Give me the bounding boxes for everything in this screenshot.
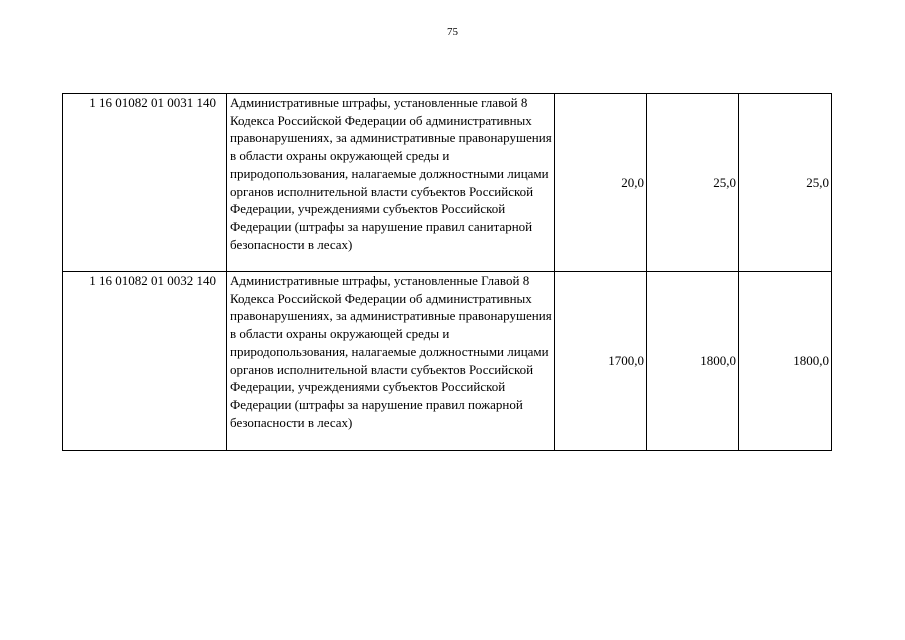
revenue-description: Административные штрафы, установленные главой 8 Кодекса Российской Федерации об административных правонарушениях, за административные правонарушения в области охраны окружающей среды и природопользования, налагаемые должностными лицами органов исполнительной власти субъектов Российской Федерации, учреждениями субъектов Российской Федерации (штрафы за нарушение правил санитарной безопасности в лесах) <box>227 94 555 272</box>
page-number: 75 <box>447 26 458 38</box>
table-row <box>63 272 832 451</box>
table-row <box>63 94 832 272</box>
amount-year-3: 25,0 <box>739 94 832 272</box>
revenue-description: Административные штрафы, установленные Главой 8 Кодекса Российской Федерации об административных правонарушениях, за административные правонарушения в области охраны окружающей среды и природопользования, налагаемые должностными лицами органов исполнительной власти субъектов Российской Федерации, учреждениями субъектов Российской Федерации (штрафы за нарушение правил пожарной безопасности в лесах) <box>227 272 555 451</box>
amount-year-2: 1800,0 <box>647 272 739 451</box>
budget-classification-code: 1 16 01082 01 0032 140 <box>63 272 227 451</box>
budget-classification-code: 1 16 01082 01 0031 140 <box>63 94 227 272</box>
budget-table <box>62 93 832 451</box>
amount-year-1: 1700,0 <box>555 272 647 451</box>
amount-year-2: 25,0 <box>647 94 739 272</box>
amount-year-1: 20,0 <box>555 94 647 272</box>
amount-year-3: 1800,0 <box>739 272 832 451</box>
